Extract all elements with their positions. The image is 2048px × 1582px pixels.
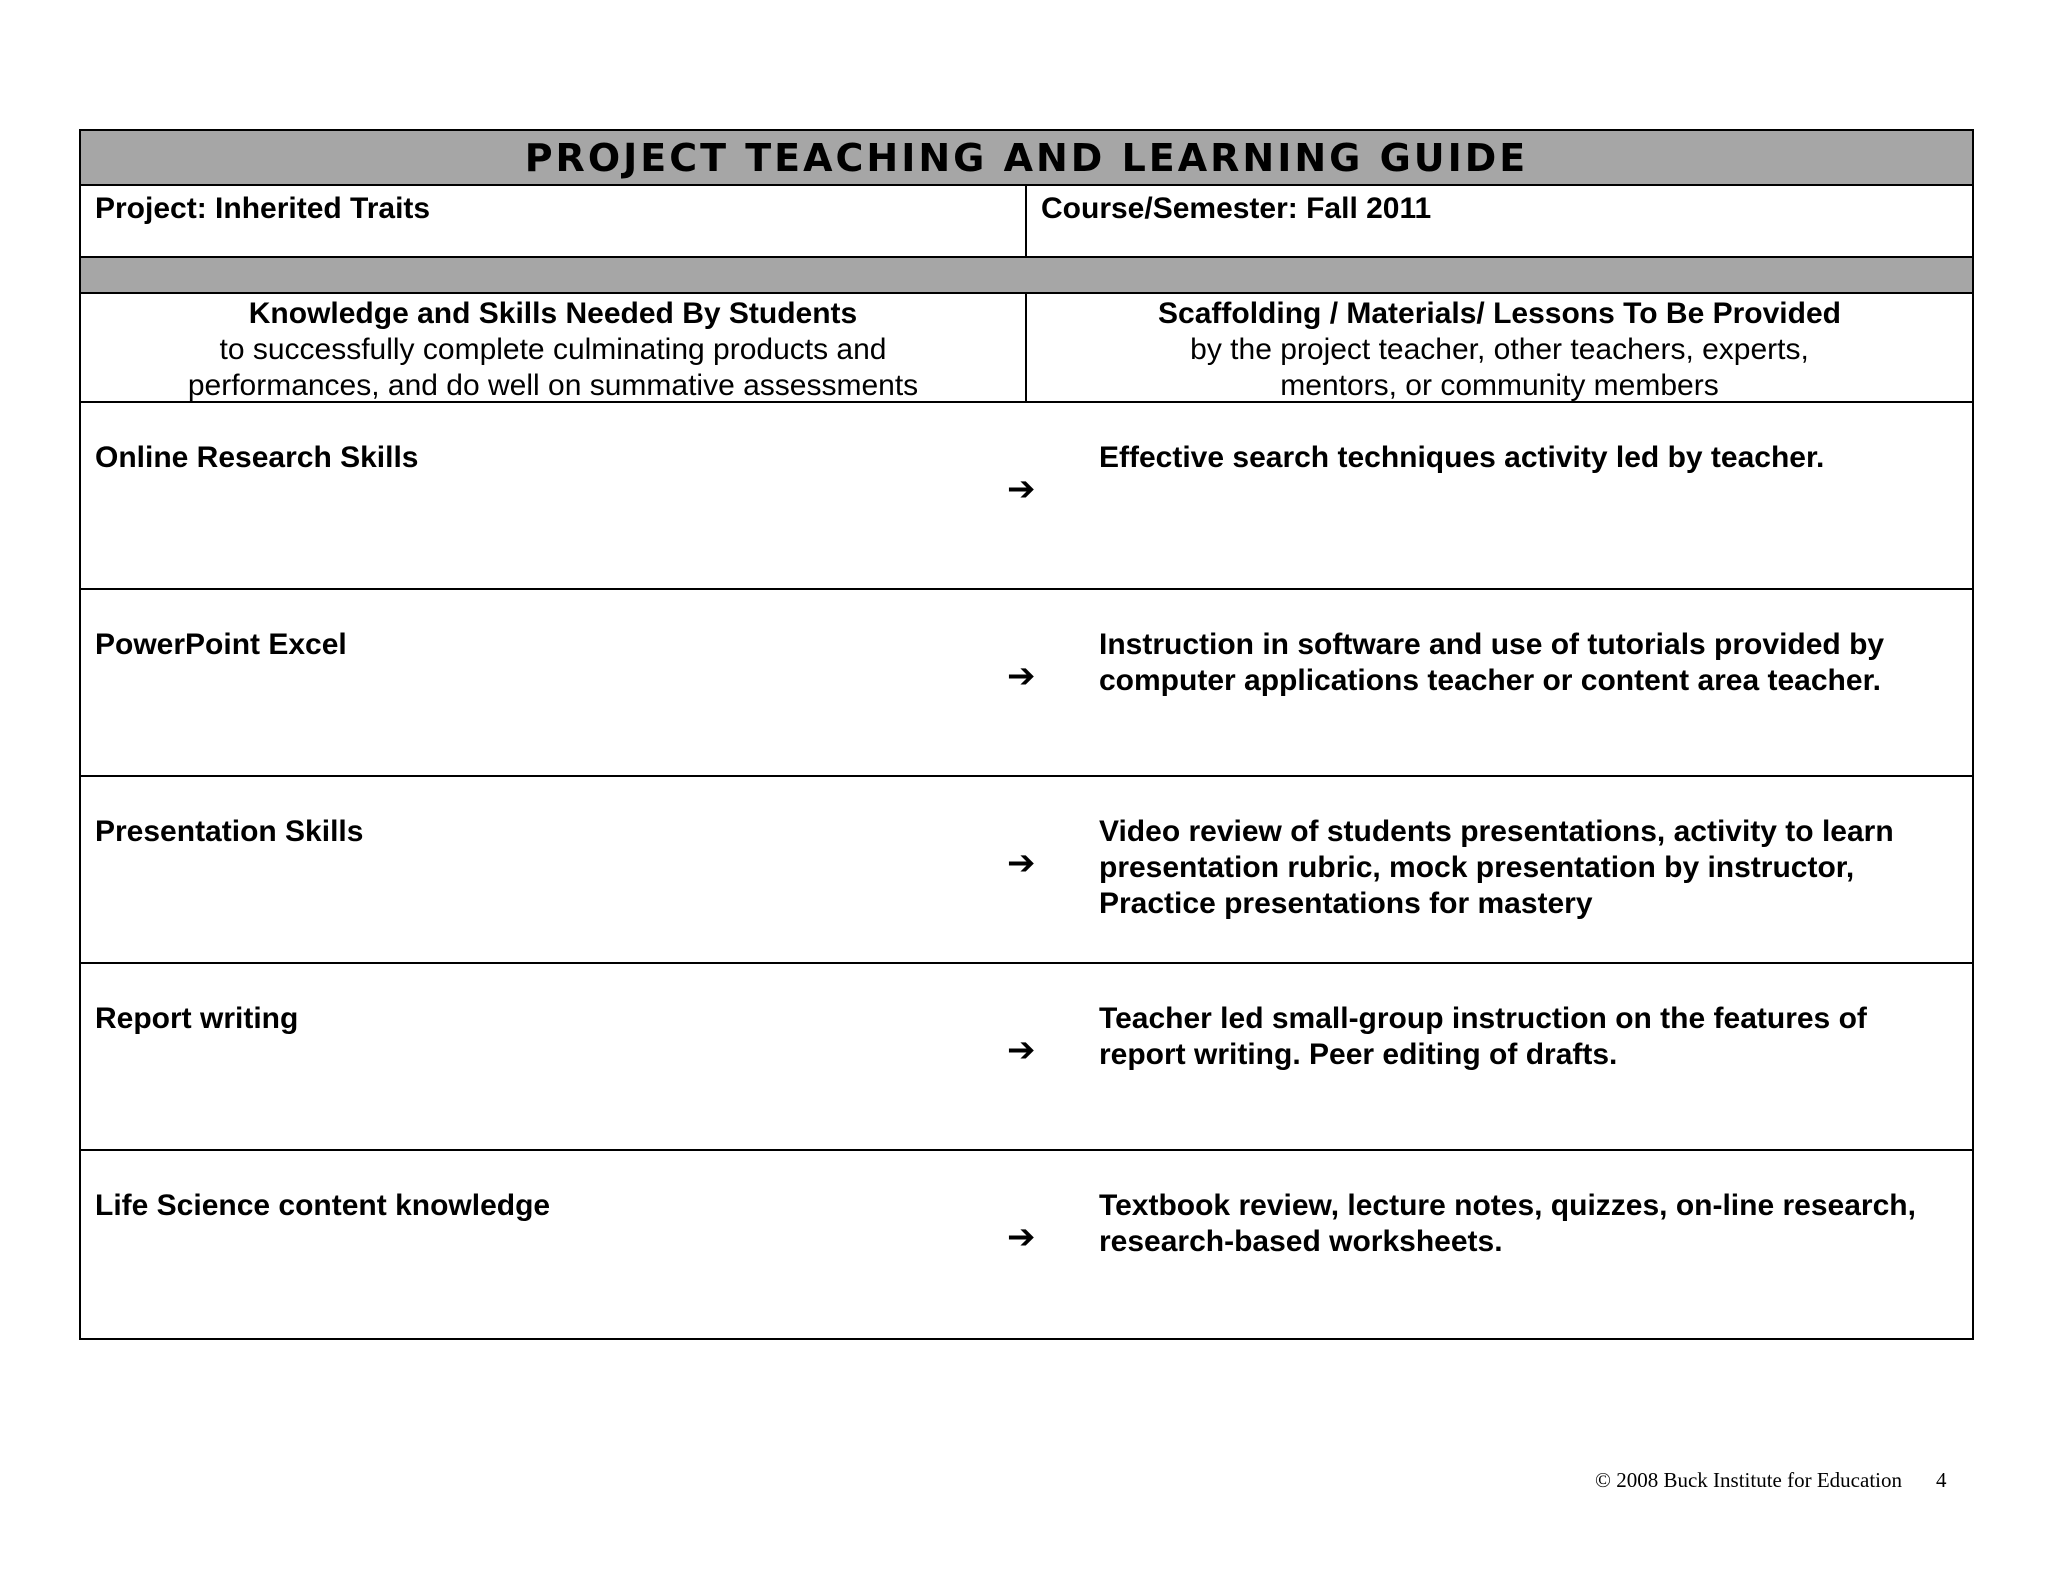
guide-title-bar: [81, 131, 1972, 186]
table-row: [81, 1151, 1972, 1338]
scaffolding-subtitle-1: by the project teacher, other teachers, experts,: [1190, 333, 1809, 366]
guide-title: PROJECT TEACHING AND LEARNING GUIDE: [524, 135, 1529, 180]
table-row: [81, 777, 1972, 964]
project-name: Project: Inherited Traits: [81, 186, 1027, 256]
scaffolding-text: Instruction in software and use of tutorials provided by computer applications teacher or content area teacher.: [1099, 628, 1885, 697]
project-info-row: [81, 186, 1972, 258]
skill-name: Online Research Skills: [95, 441, 419, 474]
skill-name: Life Science content knowledge: [95, 1189, 551, 1222]
page-number: 4: [1935, 1468, 1947, 1492]
scaffolding-text: Textbook review, lecture notes, quizzes, on-line research, research-based worksheets.: [1099, 1189, 1916, 1258]
scaffolding-subtitle-2: mentors, or community members: [1280, 369, 1719, 402]
course-semester: Course/Semester: Fall 2011: [1041, 192, 1432, 225]
scaffolding-text: Teacher led small-group instruction on the features of report writing. Peer editing of drafts.: [1099, 1002, 1867, 1071]
knowledge-skills-subtitle-2: performances, and do well on summative assessments: [187, 369, 919, 402]
skill-name: Report writing: [95, 1002, 299, 1035]
arrow-icon: ➔: [1007, 656, 1036, 696]
arrow-icon: ➔: [1007, 469, 1036, 509]
table-row: [81, 590, 1972, 777]
skill-name: Presentation Skills: [95, 815, 364, 848]
scaffolding-header: [1027, 294, 1972, 401]
scaffolding-title: Scaffolding / Materials/ Lessons To Be Provided: [1158, 297, 1841, 330]
column-header-row: [81, 294, 1972, 403]
arrow-icon: ➔: [1007, 843, 1036, 883]
scaffolding-text: Effective search techniques activity led by teacher.: [1099, 441, 1825, 474]
arrow-icon: ➔: [1007, 1030, 1036, 1070]
teaching-guide-table: [79, 129, 1974, 1340]
page-footer: [1595, 1468, 1946, 1493]
table-row: [81, 403, 1972, 590]
skill-name: PowerPoint Excel: [95, 628, 347, 661]
table-row: [81, 964, 1972, 1151]
knowledge-skills-title: Knowledge and Skills Needed By Students: [248, 297, 858, 330]
arrow-icon: ➔: [1007, 1217, 1036, 1257]
separator-band: [81, 258, 1972, 294]
knowledge-skills-subtitle-1: to successfully complete culminating products and: [219, 333, 887, 366]
knowledge-skills-header: [81, 294, 1027, 401]
scaffolding-text: Video review of students presentations, activity to learn presentation rubric, mock presentation by instructor, Practice presentations for mastery: [1099, 815, 1894, 920]
copyright-notice: © 2008 Buck Institute for Education: [1595, 1468, 1902, 1492]
